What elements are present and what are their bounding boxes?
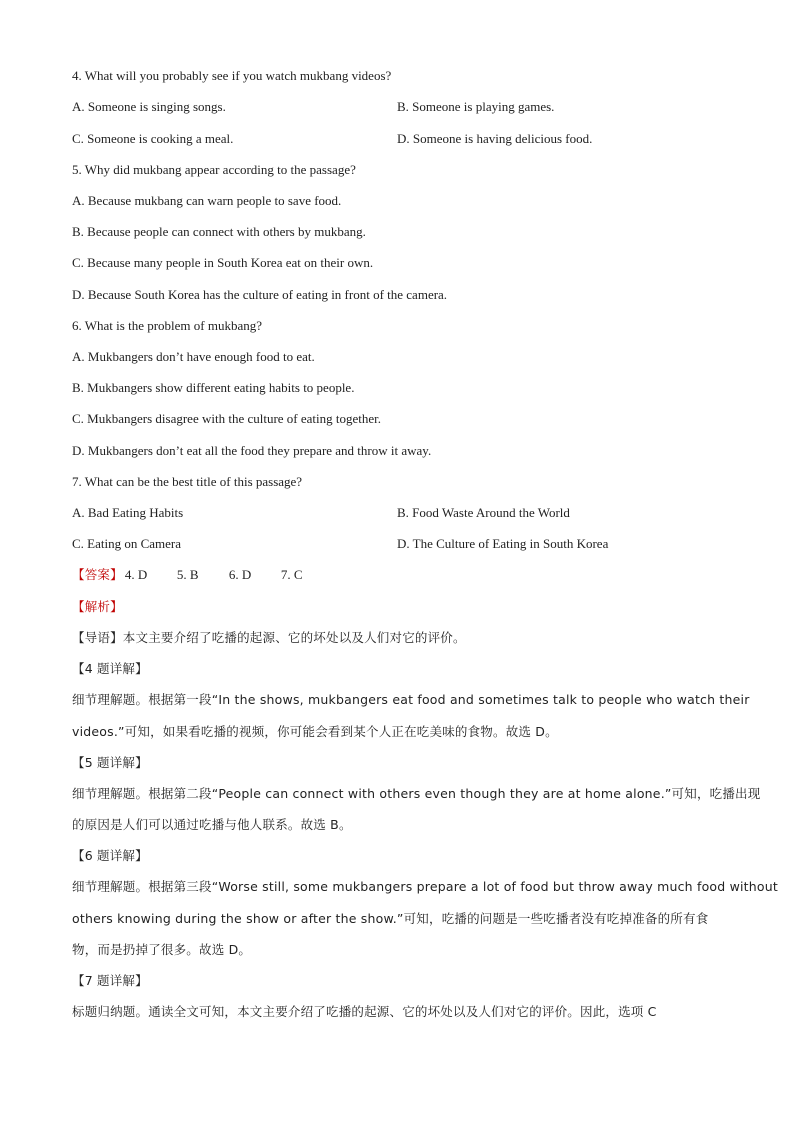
analysis-label: 【解析】	[72, 599, 123, 614]
question-5-option-a: A. Because mukbang can warn people to save food.	[72, 193, 342, 208]
question-4-stem: 4. What will you probably see if you watch mukbang videos?	[72, 68, 392, 83]
question-5-stem: 5. Why did mukbang appear according to the passage?	[72, 162, 356, 177]
detail-4-line-2: videos.”可知，如果看吃播的视频，你可能会看到某个人正在吃美味的食物。故选 D。	[72, 724, 558, 739]
question-7-option-a: A. Bad Eating Habits	[72, 505, 184, 520]
detail-7-title: 【7 题详解】	[72, 973, 148, 988]
answer-line	[72, 566, 302, 584]
detail-4-line-1: 细节理解题。根据第一段“In the shows, mukbangers eat food and sometimes talk to people who watch their	[72, 692, 750, 707]
question-7-option-b: B. Food Waste Around the World	[397, 505, 570, 520]
question-6-option-d: D. Mukbangers don’t eat all the food they prepare and throw it away.	[72, 443, 432, 458]
detail-5-line-1: 细节理解题。根据第二段“People can connect with others even though they are at home alone.”可知，吃播出现	[72, 786, 761, 801]
detail-4-title: 【4 题详解】	[72, 661, 148, 676]
answer-item-4: 4. D	[124, 567, 148, 582]
question-5-option-b: B. Because people can connect with others by mukbang.	[72, 224, 366, 239]
question-6-option-b: B. Mukbangers show different eating habits to people.	[72, 380, 355, 395]
question-5-option-c: C. Because many people in South Korea eat on their own.	[72, 255, 374, 270]
detail-6-title: 【6 题详解】	[72, 848, 148, 863]
question-7-option-d: D. The Culture of Eating in South Korea	[397, 536, 609, 551]
question-4-option-c: C. Someone is cooking a meal.	[72, 131, 234, 146]
question-4-option-d: D. Someone is having delicious food.	[397, 131, 593, 146]
question-6-option-a: A. Mukbangers don’t have enough food to eat.	[72, 349, 315, 364]
answer-item-5: 5. B	[176, 567, 199, 582]
question-6-stem: 6. What is the problem of mukbang?	[72, 318, 263, 333]
detail-7-line-1: 标题归纳题。通读全文可知，本文主要介绍了吃播的起源、它的坏处以及人们对它的评价。因此，选项 C	[72, 1004, 657, 1019]
question-7-option-c: C. Eating on Camera	[72, 536, 182, 551]
detail-5-title: 【5 题详解】	[72, 755, 148, 770]
question-4-option-a: A. Someone is singing songs.	[72, 99, 226, 114]
analysis-guide: 【导语】本文主要介绍了吃播的起源、它的坏处以及人们对它的评价。	[72, 630, 466, 645]
answer-label: 【答案】	[72, 567, 123, 582]
answer-item-7: 7. C	[280, 567, 303, 582]
question-4-option-b: B. Someone is playing games.	[397, 99, 555, 114]
detail-6-line-1: 细节理解题。根据第三段“Worse still, some mukbangers prepare a lot of food but throw away much food without	[72, 879, 778, 894]
detail-5-line-2: 的原因是人们可以通过吃播与他人联系。故选 B。	[72, 817, 352, 832]
question-6-option-c: C. Mukbangers disagree with the culture of eating together.	[72, 411, 382, 426]
question-5-option-d: D. Because South Korea has the culture of eating in front of the camera.	[72, 287, 448, 302]
detail-6-line-2: others knowing during the show or after the show.”可知，吃播的问题是一些吃播者没有吃掉准备的所有食	[72, 911, 709, 926]
question-7-stem: 7. What can be the best title of this passage?	[72, 474, 303, 489]
answer-item-6: 6. D	[228, 567, 252, 582]
detail-6-line-3: 物，而是扔掉了很多。故选 D。	[72, 942, 252, 957]
